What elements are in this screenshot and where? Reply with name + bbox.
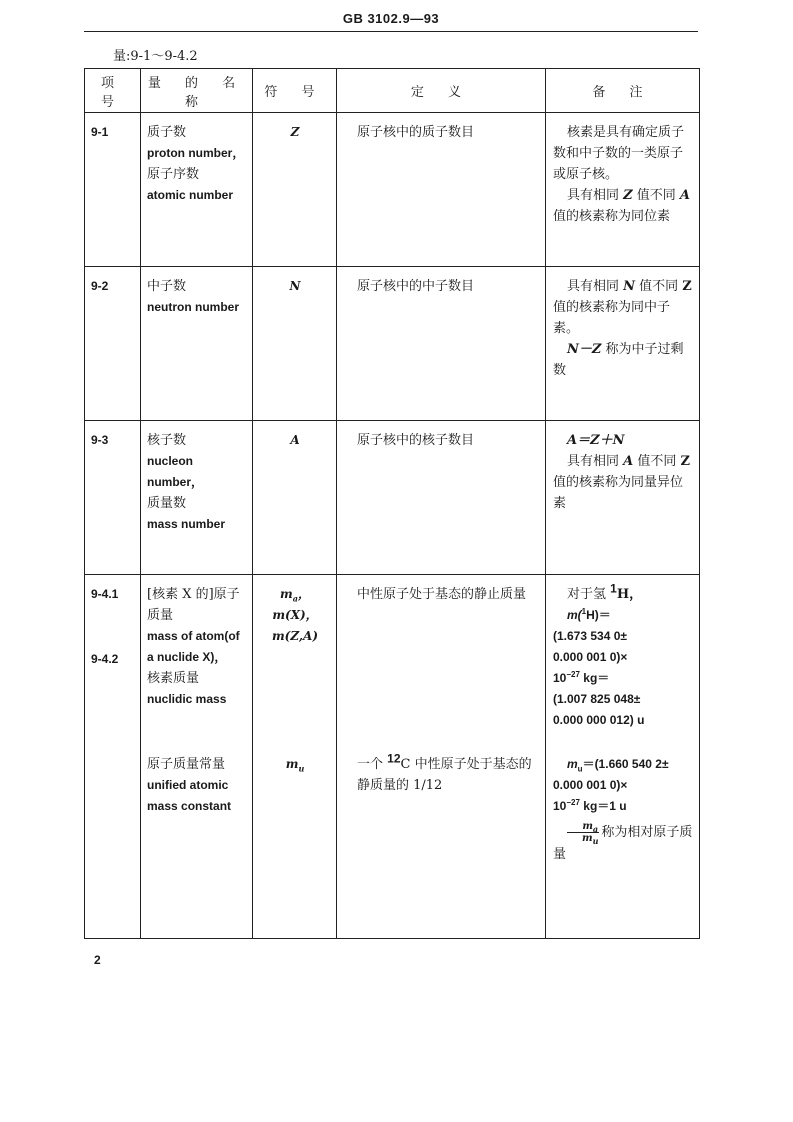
col-header-quantity-name: 量 的 名 称 xyxy=(141,69,253,113)
definition: 原子核中的质子数目 xyxy=(337,113,546,267)
table-row xyxy=(85,267,700,421)
remark-formula: (1.673 534 0± xyxy=(553,629,627,643)
remarks xyxy=(546,421,700,575)
remark-formula: $10^{-27}$ kg＝1 u xyxy=(553,798,627,813)
quantity-name xyxy=(141,267,253,421)
remark-text: 具有相同 N 值不同 Z 值的核素称为同中子素。 xyxy=(553,279,692,336)
name-en: nucleon xyxy=(147,454,194,468)
remark-formula: (1.007 825 048± xyxy=(553,692,641,706)
definition-text: 一个 $^{12}$C 中性原子处于基态的静质量的 1/12 xyxy=(357,751,532,793)
col-header-definition: 定 义 xyxy=(337,69,546,113)
col-header-remarks: 备 注 xyxy=(546,69,700,113)
name-en: proton number， xyxy=(147,146,245,160)
table-caption: 量:9-1～9-4.2 xyxy=(113,49,198,64)
remark-text: N－Z 称为中子过剩数 xyxy=(553,342,684,378)
name-cn: 质子数 xyxy=(147,125,187,140)
remark-formula: $10^{-27}$ kg＝ xyxy=(553,670,610,685)
remarks xyxy=(546,267,700,421)
table-row xyxy=(85,113,700,267)
remark-formula: m($^1$H)＝ xyxy=(567,607,611,622)
symbol-line: m(Z,A) xyxy=(271,629,319,643)
remarks xyxy=(546,113,700,267)
table-row xyxy=(85,575,700,939)
name-en: unified atomic xyxy=(147,778,229,792)
table-row xyxy=(85,421,700,575)
definition: 原子核中的中子数目 xyxy=(337,267,546,421)
symbol-line: $m_a$， xyxy=(280,587,310,604)
quantity-name xyxy=(141,575,253,939)
name-cn: 核素质量 xyxy=(147,671,200,686)
definition xyxy=(337,575,546,939)
remark-text: 对于氢 $^1$H， xyxy=(567,581,643,602)
page-number: 2 xyxy=(94,953,101,967)
name-en: mass constant xyxy=(147,799,232,813)
quantity-name xyxy=(141,113,253,267)
ratio-fraction: $\frac{m_a}{m_u}$ xyxy=(567,821,599,844)
symbol-line: $m_u$ xyxy=(285,757,305,774)
name-cn: 原子序数 xyxy=(147,167,200,182)
item-no: 9-1 xyxy=(85,113,141,267)
item-no-9-4-1: 9-4.1 xyxy=(91,587,119,601)
remark-formula: 0.000 000 012) u xyxy=(553,713,645,727)
symbol: N xyxy=(253,267,337,421)
name-cn: 质量数 xyxy=(147,496,187,511)
col-header-item-no: 项 号 xyxy=(85,69,141,113)
quantities-table xyxy=(84,68,700,939)
name-en: mass of atom(of a nuclide X)， xyxy=(147,629,240,664)
item-no: 9-2 xyxy=(85,267,141,421)
remarks xyxy=(546,575,700,939)
standard-header: GB 3102.9—93 xyxy=(342,11,440,26)
quantity-name xyxy=(141,421,253,575)
symbol xyxy=(253,575,337,939)
remark-formula: A＝Z＋N xyxy=(567,433,625,448)
symbol: A xyxy=(253,421,337,575)
remark-formula: 0.000 001 0)× xyxy=(553,650,628,664)
remark-formula: $m_u=(1.660$ 540 2± xyxy=(567,757,669,774)
item-no: 9-3 xyxy=(85,421,141,575)
name-en: mass number xyxy=(147,517,226,531)
name-cn: 中子数 xyxy=(147,279,187,294)
header-rule xyxy=(84,31,698,32)
definition: 原子核中的核子数目 xyxy=(337,421,546,575)
name-cn: [核素 X 的]原子质量 xyxy=(147,587,240,623)
remark-formula: 0.000 001 0)× xyxy=(553,778,628,792)
col-header-symbol: 符 号 xyxy=(253,69,337,113)
name-en: atomic number xyxy=(147,188,234,202)
name-cn: 原子质量常量 xyxy=(147,757,226,772)
symbol-line: m(X)， xyxy=(272,608,318,622)
item-no-9-4-2: 9-4.2 xyxy=(91,652,119,666)
name-en: neutron number xyxy=(147,300,239,314)
remark-text: 具有相同 A 值不同 Z 值的核素称为同量异位素 xyxy=(553,454,690,511)
remark-text: 核素是具有确定质子数和中子数的一类原子或原子核。 xyxy=(553,125,685,182)
item-no xyxy=(85,575,141,939)
name-cn: 核子数 xyxy=(147,433,187,448)
table-header-row xyxy=(85,69,700,113)
name-en: number， xyxy=(147,475,204,489)
remark-text: 具有相同 Z 值不同 A 值的核素称为同位素 xyxy=(553,188,690,224)
remark-text: $\frac{m_a}{m_u}$ 称为相对原子质量 xyxy=(553,821,693,862)
name-en: nuclidic mass xyxy=(147,692,227,706)
symbol: Z xyxy=(253,113,337,267)
definition-text: 中性原子处于基态的静止质量 xyxy=(357,587,527,602)
